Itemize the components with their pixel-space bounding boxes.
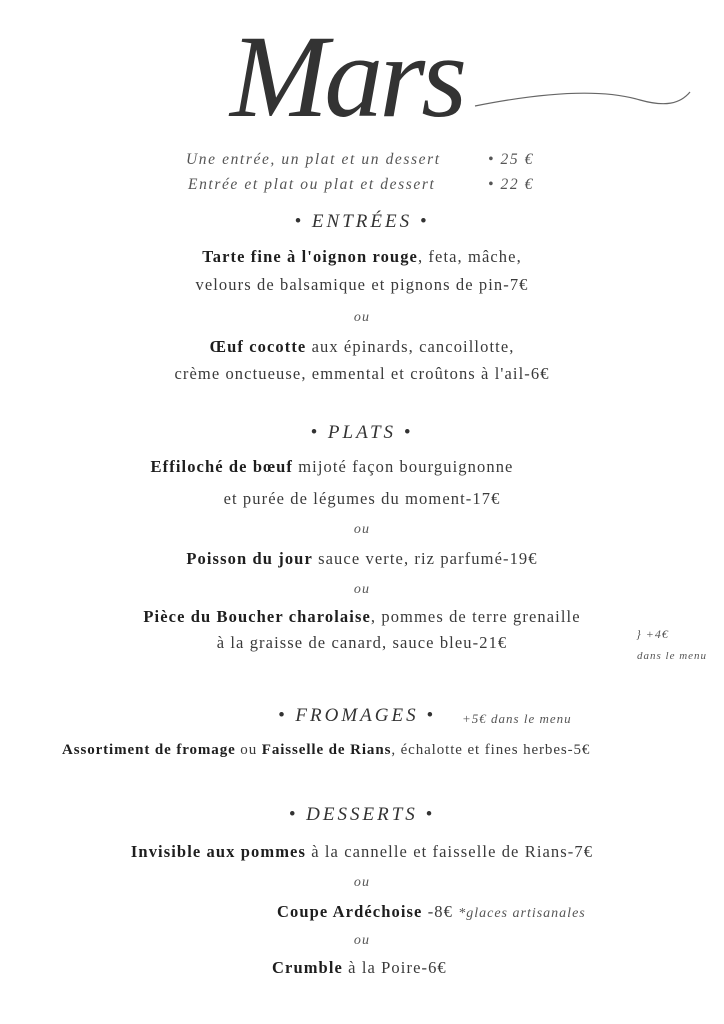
fromage-line: [62, 740, 590, 760]
dessert-2-line: [277, 902, 586, 924]
plat-3-desc: , pommes de terre grenaille: [370, 607, 581, 626]
section-heading-desserts: • DESSERTS •: [288, 804, 436, 825]
or-separator: ou: [353, 310, 371, 325]
entree-2-name: Œuf cocotte: [209, 337, 307, 356]
or-separator: ou: [353, 933, 371, 948]
plat-3-name: Pièce du Boucher charolaise: [143, 607, 371, 626]
flourish-decoration: [475, 92, 690, 106]
fromages-supplement: +5€ dans le menu: [462, 711, 572, 726]
dessert-2-name: Coupe Ardéchoise: [277, 902, 423, 921]
plats-supplement: } +4€: [636, 627, 669, 641]
dessert-1-line: [0, 842, 724, 862]
plat-1-line-1: [0, 457, 694, 477]
plats-supplement-note: dans le menu: [637, 650, 708, 662]
formule-2-price: • 22 €: [488, 176, 535, 193]
entree-2-line-1: [0, 337, 724, 357]
section-heading-plats: • PLATS •: [310, 422, 414, 443]
or-separator: ou: [353, 582, 371, 597]
plat-2-desc: sauce verte, riz parfumé-19€: [312, 549, 538, 568]
section-heading-fromages: • FROMAGES •: [278, 705, 436, 726]
or-separator: ou: [353, 875, 371, 890]
plat-3-line-2: à la graisse de canard, sauce bleu-21€: [216, 633, 508, 652]
dessert-2-note: *glaces artisanales: [458, 906, 586, 921]
plat-3-line-1: [0, 607, 724, 627]
formule-1-price: • 25 €: [488, 151, 535, 168]
plat-2-line-1: [0, 549, 724, 569]
plat-1-name: Effiloché de bœuf: [150, 457, 293, 476]
fromage-desc: , échalotte et fines herbes-5€: [391, 742, 591, 758]
dessert-1-name: Invisible aux pommes: [130, 842, 306, 861]
entree-1-desc: , feta, mâche,: [417, 247, 522, 266]
dessert-1-desc: à la cannelle et faisselle de Rians-7€: [306, 842, 594, 861]
dessert-2-desc: -8€: [422, 902, 459, 921]
or-separator: ou: [353, 522, 371, 537]
fromage-or: ou: [235, 742, 262, 758]
fromage-1-name: Assortiment de fromage: [62, 742, 236, 758]
plat-1-desc: mijoté façon bourguignonne: [292, 457, 514, 476]
formule-1-label: Une entrée, un plat et un dessert: [186, 151, 441, 168]
entree-1-line-1: [0, 247, 724, 267]
dessert-3-desc: à la Poire-6€: [342, 958, 447, 977]
fromage-2-name: Faisselle de Rians: [261, 742, 392, 758]
formule-2-label: Entrée et plat ou plat et dessert: [188, 176, 436, 193]
plat-1-line-2: et purée de légumes du moment-17€: [223, 489, 501, 508]
entree-1-name: Tarte fine à l'oignon rouge: [202, 247, 418, 266]
title-text: Mars: [230, 11, 464, 138]
dessert-3-name: Crumble: [272, 958, 343, 977]
section-heading-entrees: • ENTRÉES •: [294, 211, 430, 232]
menu-title-logo: [220, 8, 700, 138]
dessert-3-line: [272, 958, 447, 978]
entree-2-desc: aux épinards, cancoillotte,: [306, 337, 515, 356]
entree-1-line-2: velours de balsamique et pignons de pin-7€: [195, 275, 529, 294]
entree-2-line-2: crème onctueuse, emmental et croûtons à l'ail-6€: [174, 364, 550, 383]
plat-2-name: Poisson du jour: [186, 549, 313, 568]
